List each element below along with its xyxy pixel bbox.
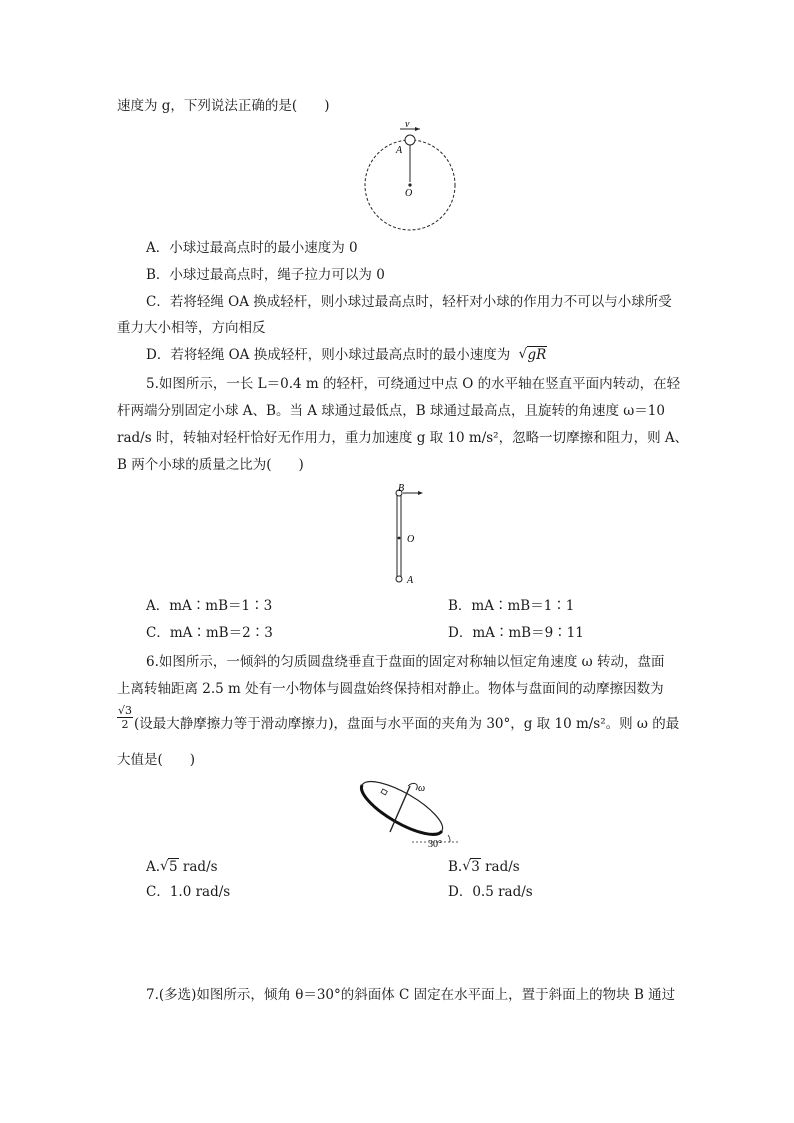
q5-option-c: C．mA∶mB＝2∶3 [146,625,273,641]
q4-option-a: A．小球过最高点时的最小速度为 0 [146,240,358,256]
pivot-o-label: O [407,534,415,545]
q6-line2: 上离转轴距离 2.5 m 处有一小物体与圆盘始终保持相对静止。物体与盘面间的动摩擦因数为 [117,681,664,697]
q5-option-d: D．mA∶mB＝9∶11 [448,625,584,641]
q4-option-c-line2: 重力大小相等，方向相反 [117,320,266,336]
q4-option-b: B．小球过最高点时，绳子拉力可以为 0 [146,267,385,283]
vertical-circle-figure [360,120,460,232]
q6-option-d: D．0.5 rad/s [448,884,533,900]
q5-line2: 杆两端分别固定小球 A、B。当 A 球通过最低点，B 球通过最高点，且旋转的角速度 ω＝10 [117,403,665,419]
q6-line3: (设最大静摩擦力等于滑动摩擦力)，盘面与水平面的夹角为 30°，g 取 10 m/s²。则 ω 的最 [134,716,680,732]
q4-option-d: D．若将轻绳 OA 换成轻杆，则小球过最高点时的最小速度为 √ gR [146,346,547,363]
q6-option-a: A. √ 5 rad/s [146,858,218,875]
q4-stem-tail: 速度为 g，下列说法正确的是( ) [117,98,330,114]
velocity-label: v [405,120,410,130]
ball-a-label: A [407,575,414,586]
q5-option-a: A．mA∶mB＝1∶3 [146,598,273,614]
q4-option-c-line1: C．若将轻绳 OA 换成轻杆，则小球过最高点时，轻杆对小球的作用力不可以与小球所受 [146,294,672,310]
point-a-label: A [396,145,403,156]
q6-option-c: C．1.0 rad/s [146,884,231,900]
q5-line1: 5.如图所示，一长 L＝0.4 m 的轻杆，可绕通过中点 O 的水平轴在竖直平面内转动，在轻 [146,376,681,392]
center-o-label: O [405,188,413,199]
q6-line4: 大值是( ) [117,752,196,768]
q5-line3: rad/s 时，转轴对轻杆恰好无作用力，重力加速度 g 取 10 m/s²，忽略一切摩擦和阻力，则 A、 [117,430,689,446]
mu-fraction: $\frac{√3}{2}$ [117,704,132,731]
inclined-disc-figure [352,772,464,852]
ball-b-label: B [398,484,405,494]
q6-line1: 6.如图所示，一倾斜的匀质圆盘绕垂直于盘面的固定对称轴以恒定角速度 ω 转动，盘面 [146,654,665,670]
rod-figure [390,484,430,588]
omega-label: ω [418,783,426,794]
q5-line4: B 两个小球的质量之比为( ) [117,457,304,473]
q5-option-b: B．mA∶mB＝1∶1 [448,598,575,614]
angle-label: 30° [428,839,442,850]
q7-line1: 7.(多选)如图所示，倾角 θ＝30°的斜面体 C 固定在水平面上，置于斜面上的物块 B 通过 [146,987,676,1003]
q6-option-b: B. √ 3 rad/s [448,858,520,875]
